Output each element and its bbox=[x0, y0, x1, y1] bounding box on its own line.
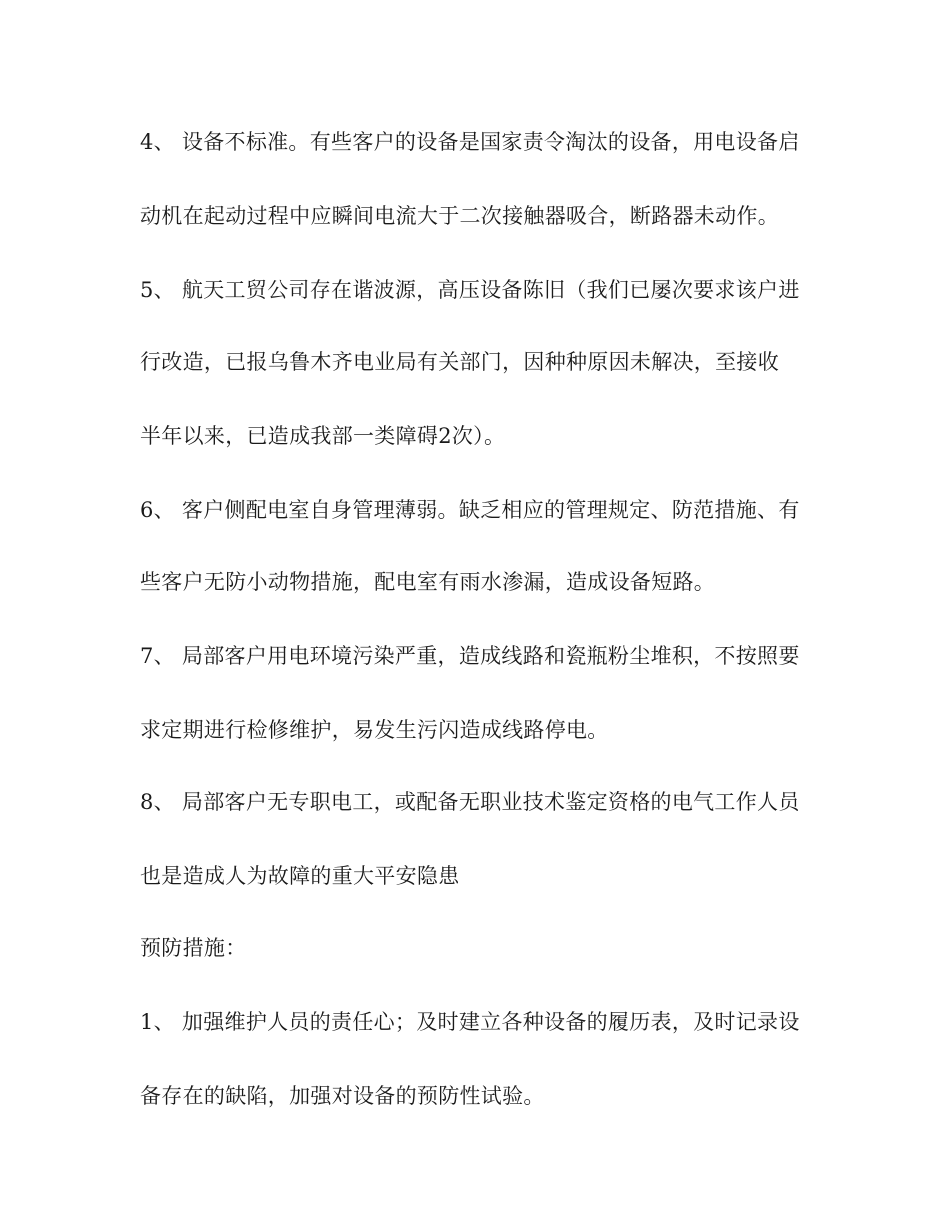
text-line: 行改造，已报乌鲁木齐电业局有关部门，因种种原因未解决，至接收 bbox=[140, 350, 779, 374]
text-line: 备存在的缺陷，加强对设备的预防性试验。 bbox=[140, 1084, 545, 1108]
text-line: 6、 客户侧配电室自身管理薄弱。缺乏相应的管理规定、防范措施、有 bbox=[140, 498, 800, 522]
section-heading: 预防措施： bbox=[140, 936, 247, 960]
text-line: 7、 局部客户用电环境污染严重，造成线路和瓷瓶粉尘堆积，不按照要 bbox=[140, 644, 800, 668]
text-line: 8、 局部客户无专职电工，或配备无职业技术鉴定资格的电气工作人员 bbox=[140, 790, 800, 814]
text-line: 动机在起动过程中应瞬间电流大于二次接触器吸合，断路器未动作。 bbox=[140, 204, 779, 228]
text-line: 求定期进行检修维护，易发生污闪造成线路停电。 bbox=[140, 718, 609, 742]
text-line: 些客户无防小动物措施，配电室有雨水渗漏，造成设备短路。 bbox=[140, 570, 716, 594]
text-line: 4、 设备不标准。有些客户的设备是国家责令淘汰的设备，用电设备启 bbox=[140, 130, 800, 154]
text-line: 半年以来，已造成我部一类障碍2次）。 bbox=[140, 424, 506, 448]
text-line: 也是造成人为故障的重大平安隐患 bbox=[140, 864, 460, 888]
text-line: 5、 航天工贸公司存在谐波源，高压设备陈旧（我们已屡次要求该户进 bbox=[140, 278, 800, 302]
text-line: 1、 加强维护人员的责任心；及时建立各种设备的履历表，及时记录设 bbox=[140, 1010, 800, 1034]
